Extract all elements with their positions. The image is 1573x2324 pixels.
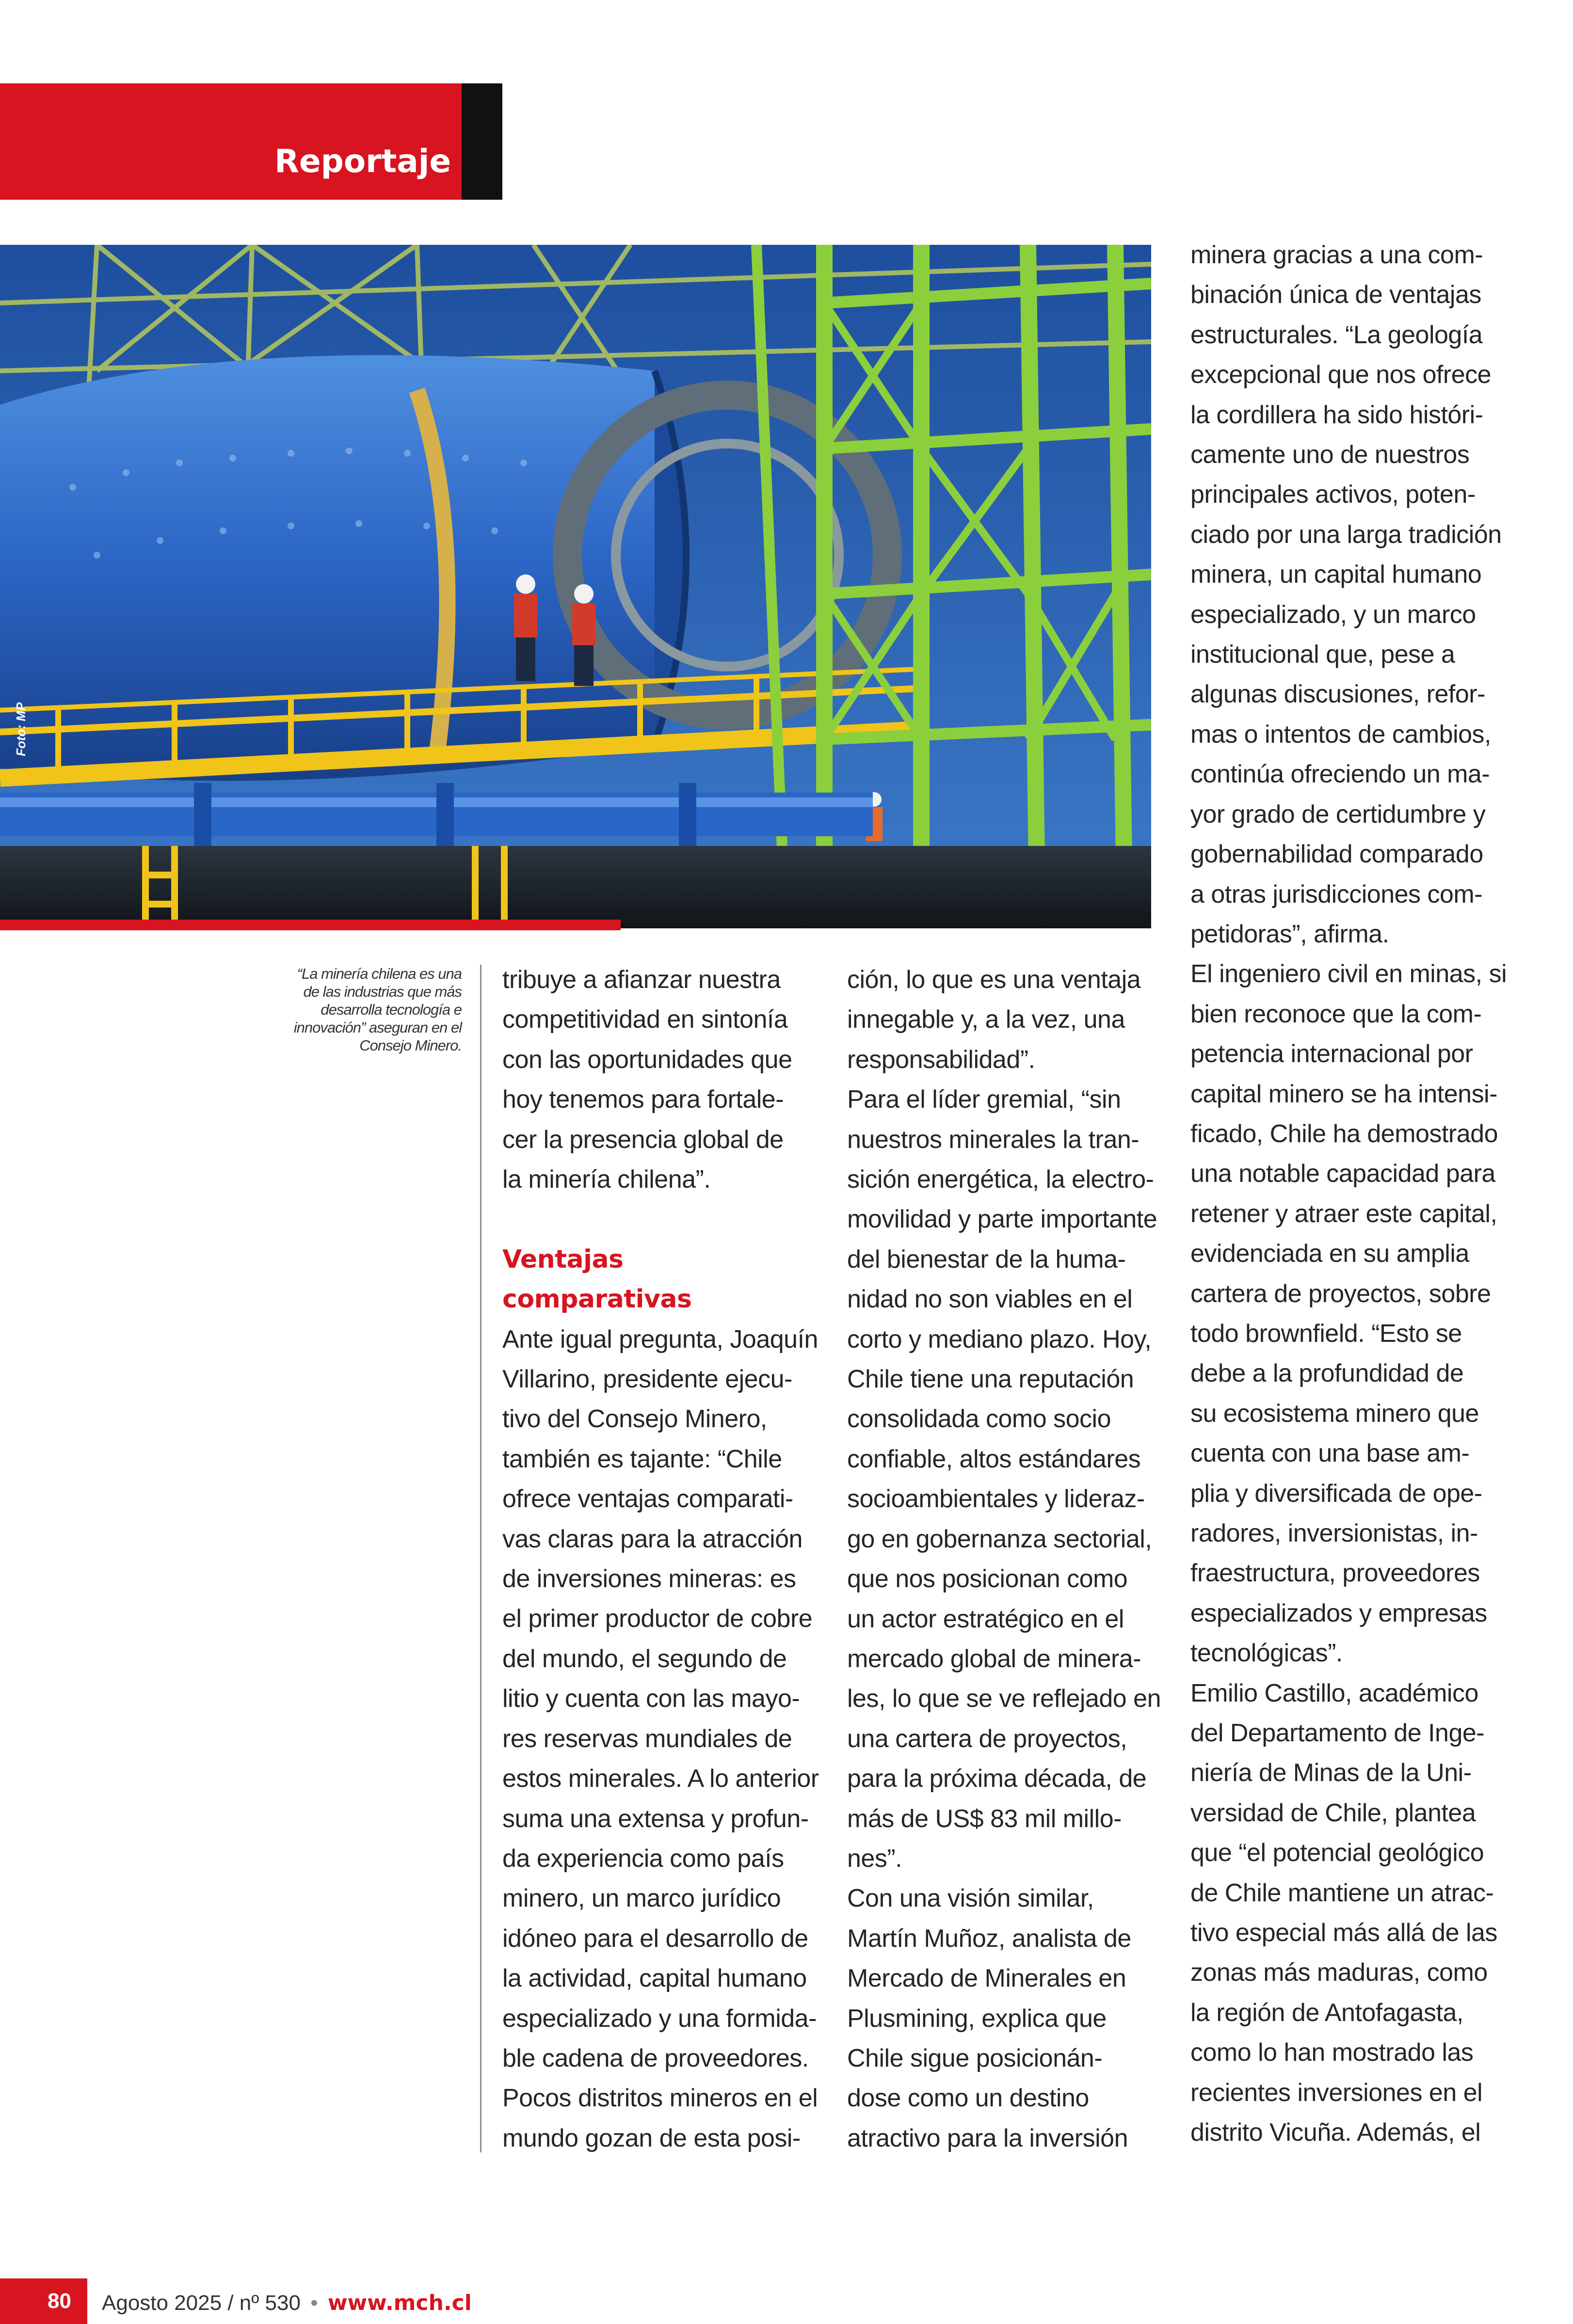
text-line: una notable capacidad para xyxy=(1190,1160,1495,1188)
text-line: Para el líder gremial, “sin xyxy=(847,1085,1121,1114)
text-line: innegable y, a la vez, una xyxy=(847,1005,1125,1034)
section-subhead xyxy=(502,1240,808,1320)
text-line: litio y cuenta con las mayo- xyxy=(502,1685,800,1713)
text-line: ble cadena de proveedores. xyxy=(502,2044,809,2072)
text-line: tribuye a afianzar nuestra xyxy=(502,966,781,994)
text-line: radores, inversionistas, in- xyxy=(1190,1519,1478,1547)
text-line: suma una extensa y profun- xyxy=(502,1804,809,1833)
text-line: mercado global de minera- xyxy=(847,1644,1141,1673)
text-line: institucional que, pese a xyxy=(1190,640,1455,669)
text-line: más de US$ 83 mil millo- xyxy=(847,1804,1122,1833)
caption-line: de las industrias que más xyxy=(303,983,462,1000)
text-line: camente uno de nuestros xyxy=(1190,441,1470,469)
text-line: algunas discusiones, refor- xyxy=(1190,680,1485,709)
column-1-body-text xyxy=(502,1320,819,2159)
article-column-1 xyxy=(502,960,819,2158)
text-line: para la próxima década, de xyxy=(847,1765,1147,1793)
text-line: Pocos distritos mineros en el xyxy=(502,2084,818,2113)
text-line: competitividad en sintonía xyxy=(502,1005,788,1034)
text-line: continúa ofreciendo un ma- xyxy=(1190,760,1490,789)
text-line: mas o intentos de cambios, xyxy=(1190,720,1491,748)
caption-divider xyxy=(480,965,482,2152)
text-line: plia y diversificada de ope- xyxy=(1190,1479,1482,1508)
text-line: gobernabilidad comparado xyxy=(1190,840,1483,869)
text-line: tecnológicas”. xyxy=(1190,1639,1343,1668)
issue-date: Agosto 2025 / nº 530 xyxy=(102,2291,301,2315)
text-line: tivo del Consejo Minero, xyxy=(502,1405,767,1433)
text-line: la cordillera ha sido históri- xyxy=(1190,400,1483,429)
text-line: petidoras”, afirma. xyxy=(1190,920,1389,948)
text-line: también es tajante: “Chile xyxy=(502,1445,782,1473)
section-label: Reportaje xyxy=(274,143,451,180)
photo-accent-line xyxy=(0,920,621,930)
text-line: estructurales. “La geología xyxy=(1190,320,1483,349)
text-line: petencia internacional por xyxy=(1190,1040,1473,1068)
text-line: del Departamento de Inge- xyxy=(1190,1719,1485,1748)
text-line: la minería chilena”. xyxy=(502,1165,711,1194)
text-line: un actor estratégico en el xyxy=(847,1605,1124,1633)
text-line: excepcional que nos ofrece xyxy=(1190,361,1492,389)
text-line: de Chile mantiene un atrac- xyxy=(1190,1878,1494,1907)
text-line: todo brownfield. “Esto se xyxy=(1190,1319,1462,1348)
subhead-line: comparativas xyxy=(502,1285,692,1314)
section-header-tab xyxy=(462,83,502,200)
text-line: evidenciada en su amplia xyxy=(1190,1240,1469,1268)
paragraph-spacer xyxy=(502,1199,808,1239)
text-line: recientes inversiones en el xyxy=(1190,2078,1483,2107)
text-line: la región de Antofagasta, xyxy=(1190,1998,1463,2027)
text-line: especializado y una formida- xyxy=(502,2004,817,2033)
text-line: hoy tenemos para fortale- xyxy=(502,1085,784,1114)
text-line: niería de Minas de la Uni- xyxy=(1190,1759,1472,1787)
text-line: go en gobernanza sectorial, xyxy=(847,1525,1152,1553)
text-line: cartera de proyectos, sobre xyxy=(1190,1279,1491,1308)
text-line: Martín Muñoz, analista de xyxy=(847,1924,1131,1953)
caption-line: Consejo Minero. xyxy=(359,1037,462,1054)
text-line: retener y atraer este capital, xyxy=(1190,1199,1497,1228)
caption-line: “La minería chilena es una xyxy=(297,965,462,982)
text-line: versidad de Chile, plantea xyxy=(1190,1799,1476,1827)
text-line: capital minero se ha intensi- xyxy=(1190,1080,1497,1108)
article-column-2 xyxy=(847,960,1161,2158)
text-line: cuenta con una base am- xyxy=(1190,1439,1470,1468)
text-line: corto y mediano plazo. Hoy, xyxy=(847,1325,1152,1353)
text-line: ción, lo que es una ventaja xyxy=(847,966,1141,994)
website-link[interactable]: www.mch.cl xyxy=(327,2291,472,2315)
page-number: 80 xyxy=(48,2289,71,2313)
photo-caption xyxy=(272,965,462,1054)
text-line: Emilio Castillo, académico xyxy=(1190,1679,1478,1707)
text-line: especializado, y un marco xyxy=(1190,600,1476,629)
text-line: debe a la profundidad de xyxy=(1190,1359,1464,1388)
text-line: del mundo, el segundo de xyxy=(502,1644,787,1673)
text-line: sición energética, la electro- xyxy=(847,1165,1154,1194)
text-line: que “el potencial geológico xyxy=(1190,1839,1484,1867)
text-line: El ingeniero civil en minas, si xyxy=(1190,960,1507,988)
photo-credit: Foto: MP xyxy=(14,702,28,756)
text-line: dose como un destino xyxy=(847,2084,1089,2113)
text-line: da experiencia como país xyxy=(502,1844,784,1873)
footer-info xyxy=(102,2291,472,2315)
text-line: nes”. xyxy=(847,1844,902,1873)
text-line: res reservas mundiales de xyxy=(502,1724,792,1753)
text-line: Plusmining, explica que xyxy=(847,2004,1107,2033)
text-line: estos minerales. A lo anterior xyxy=(502,1765,819,1793)
text-line: Chile tiene una reputación xyxy=(847,1365,1134,1394)
text-line: el primer productor de cobre xyxy=(502,1605,813,1633)
text-line: del bienestar de la huma- xyxy=(847,1245,1126,1273)
text-line: de inversiones mineras: es xyxy=(502,1565,796,1593)
text-line: Con una visión similar, xyxy=(847,1884,1094,1913)
caption-line: innovación” aseguran en el xyxy=(293,1019,462,1036)
article-column-3 xyxy=(1190,235,1507,2153)
text-line: bien reconoce que la com- xyxy=(1190,1000,1482,1028)
text-line: mundo gozan de esta posi- xyxy=(502,2124,801,2152)
text-line: binación única de ventajas xyxy=(1190,281,1481,309)
text-line: minera gracias a una com- xyxy=(1190,241,1483,269)
text-line: Chile sigue posicionán- xyxy=(847,2044,1103,2072)
section-header-band xyxy=(0,83,462,200)
text-line: ficado, Chile ha demostrado xyxy=(1190,1119,1498,1148)
text-line: ciado por una larga tradición xyxy=(1190,520,1502,549)
text-line: especializados y empresas xyxy=(1190,1599,1487,1627)
text-line: su ecosistema minero que xyxy=(1190,1399,1479,1428)
text-line: atractivo para la inversión xyxy=(847,2124,1128,2152)
text-line: tivo especial más allá de las xyxy=(1190,1919,1497,1947)
text-line: les, lo que se ve reflejado en xyxy=(847,1685,1161,1713)
text-line: ofrece ventajas comparati- xyxy=(502,1485,793,1513)
column-2-body-text xyxy=(847,960,1161,2158)
text-line: zonas más maduras, como xyxy=(1190,1958,1488,1987)
column-3-body-text xyxy=(1190,235,1507,2153)
text-line: movilidad y parte importante xyxy=(847,1205,1157,1234)
text-line: nuestros minerales la tran- xyxy=(847,1125,1140,1154)
text-line: fraestructura, proveedores xyxy=(1190,1559,1480,1588)
text-line: minero, un marco jurídico xyxy=(502,1884,781,1913)
text-line: idóneo para el desarrollo de xyxy=(502,1924,808,1953)
text-line: Ante igual pregunta, Joaquín xyxy=(502,1325,818,1353)
text-line: Mercado de Minerales en xyxy=(847,1964,1126,1993)
text-line: nidad no son viables en el xyxy=(847,1285,1133,1314)
text-line: principales activos, poten- xyxy=(1190,480,1476,509)
column-1-top-text xyxy=(502,960,808,1199)
text-line: consolidada como socio xyxy=(847,1405,1111,1433)
text-line: que nos posicionan como xyxy=(847,1565,1128,1593)
text-line: vas claras para la atracción xyxy=(502,1525,803,1553)
mining-mill-illustration xyxy=(0,245,1151,928)
footer-separator: • xyxy=(310,2291,318,2315)
text-line: yor grado de certidumbre y xyxy=(1190,800,1486,828)
article-photo xyxy=(0,245,1151,928)
text-line: una cartera de proyectos, xyxy=(847,1724,1127,1753)
page-number-tab xyxy=(0,2278,87,2324)
text-line: Villarino, presidente ejecu- xyxy=(502,1365,792,1394)
text-line: confiable, altos estándares xyxy=(847,1445,1141,1473)
text-line: la actividad, capital humano xyxy=(502,1964,807,1993)
subhead-line: Ventajas xyxy=(502,1244,624,1274)
caption-line: desarrolla tecnología e xyxy=(321,1001,462,1018)
text-line: responsabilidad”. xyxy=(847,1045,1035,1074)
text-line: como lo han mostrado las xyxy=(1190,2038,1474,2067)
text-line: cer la presencia global de xyxy=(502,1125,784,1154)
text-line: distrito Vicuña. Además, el xyxy=(1190,2118,1481,2147)
text-line: a otras jurisdicciones com- xyxy=(1190,880,1483,908)
text-line: con las oportunidades que xyxy=(502,1045,792,1074)
text-line: minera, un capital humano xyxy=(1190,560,1482,589)
text-line: socioambientales y lideraz- xyxy=(847,1485,1145,1513)
